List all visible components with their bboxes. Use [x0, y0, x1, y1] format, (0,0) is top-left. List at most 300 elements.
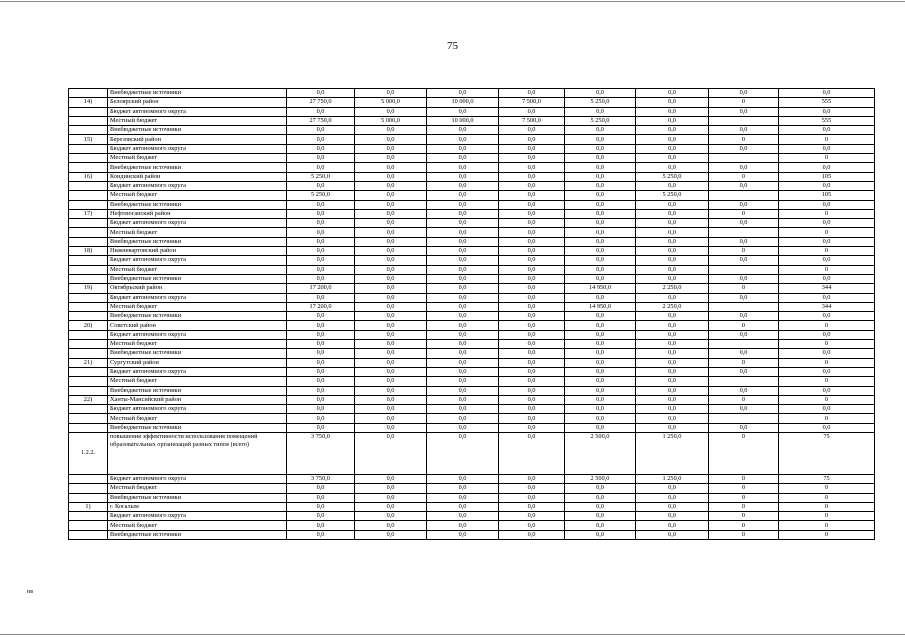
value-cell: 0,0: [499, 349, 565, 358]
value-cell: 0,0: [427, 256, 499, 265]
value-cell: 0,0: [355, 521, 427, 530]
value-cell: 17 200,0: [287, 284, 355, 293]
value-cell: 0,0: [287, 312, 355, 321]
row-number-cell: [69, 386, 108, 395]
value-cell: 0,0: [499, 154, 565, 163]
value-cell: 0,0: [355, 256, 427, 265]
value-cell: 0: [709, 521, 779, 530]
row-name-cell: Березовский район: [108, 135, 287, 144]
page-number: 75: [447, 40, 458, 52]
value-cell: 0,0: [636, 377, 709, 386]
row-number-cell: [69, 367, 108, 376]
value-cell: 0,0: [427, 386, 499, 395]
value-cell: 0,0: [636, 349, 709, 358]
value-cell: 0,0: [355, 386, 427, 395]
value-cell: 0,0: [565, 377, 636, 386]
value-cell: 0: [709, 395, 779, 404]
value-cell: [709, 302, 779, 311]
table-row: [69, 172, 875, 181]
value-cell: 0,0: [565, 237, 636, 246]
value-cell: 0,0: [355, 367, 427, 376]
row-name-cell: Местный бюджет: [108, 340, 287, 349]
value-cell: 0,0: [427, 432, 499, 474]
value-cell: 0,0: [565, 265, 636, 274]
value-cell: 0,0: [427, 377, 499, 386]
value-cell: [709, 377, 779, 386]
value-cell: 0,0: [565, 135, 636, 144]
value-cell: 0,0: [287, 502, 355, 511]
value-cell: 0: [779, 321, 875, 330]
value-cell: 0,0: [287, 484, 355, 493]
row-name-cell: Местный бюджет: [108, 154, 287, 163]
value-cell: 0,0: [355, 414, 427, 423]
value-cell: 0: [709, 98, 779, 107]
value-cell: 0,0: [427, 144, 499, 153]
value-cell: 0: [779, 228, 875, 237]
value-cell: 0,0: [565, 321, 636, 330]
value-cell: 0,0: [355, 405, 427, 414]
row-number-cell: 21): [69, 358, 108, 367]
value-cell: 0,0: [355, 512, 427, 521]
value-cell: 0,0: [499, 107, 565, 116]
value-cell: 0,0: [565, 200, 636, 209]
value-cell: 0,0: [565, 423, 636, 432]
value-cell: 0,0: [779, 330, 875, 339]
value-cell: 0,0: [709, 256, 779, 265]
value-cell: 0,0: [565, 484, 636, 493]
value-cell: 0,0: [779, 219, 875, 228]
value-cell: 0,0: [499, 358, 565, 367]
value-cell: 0,0: [287, 256, 355, 265]
row-number-cell: 16): [69, 172, 108, 181]
value-cell: 0,0: [355, 302, 427, 311]
row-number-cell: [69, 219, 108, 228]
value-cell: 0,0: [565, 414, 636, 423]
table-row: [69, 484, 875, 493]
value-cell: 0,0: [709, 200, 779, 209]
value-cell: 0,0: [499, 423, 565, 432]
value-cell: 0,0: [287, 386, 355, 395]
value-cell: 0,0: [565, 502, 636, 511]
row-number-cell: [69, 89, 108, 98]
table-row: [69, 126, 875, 135]
value-cell: 0,0: [779, 181, 875, 190]
value-cell: 0,0: [499, 484, 565, 493]
value-cell: 0,0: [287, 321, 355, 330]
value-cell: 0,0: [779, 274, 875, 283]
value-cell: 0,0: [427, 200, 499, 209]
value-cell: 0,0: [779, 237, 875, 246]
value-cell: 0,0: [287, 377, 355, 386]
value-cell: 344: [779, 284, 875, 293]
value-cell: 0,0: [636, 98, 709, 107]
row-number-cell: [69, 377, 108, 386]
row-name-cell: г. Когалым: [108, 502, 287, 511]
value-cell: 0,0: [636, 126, 709, 135]
value-cell: 0,0: [709, 219, 779, 228]
value-cell: [709, 340, 779, 349]
row-name-cell: Советский район: [108, 321, 287, 330]
value-cell: 0,0: [565, 247, 636, 256]
value-cell: 0,0: [355, 377, 427, 386]
value-cell: 0,0: [287, 126, 355, 135]
value-cell: 0,0: [565, 312, 636, 321]
value-cell: 0,0: [355, 502, 427, 511]
value-cell: 0,0: [565, 256, 636, 265]
table-row: [69, 228, 875, 237]
row-name-cell: Местный бюджет: [108, 521, 287, 530]
value-cell: 0,0: [355, 200, 427, 209]
table-row: [69, 493, 875, 502]
value-cell: 0,0: [636, 321, 709, 330]
value-cell: 0,0: [636, 493, 709, 502]
row-number-cell: [69, 330, 108, 339]
value-cell: 0,0: [355, 312, 427, 321]
value-cell: 0,0: [779, 367, 875, 376]
value-cell: 0,0: [287, 181, 355, 190]
row-number-cell: [69, 200, 108, 209]
value-cell: 0,0: [355, 423, 427, 432]
row-name-cell: Бюджет автономного округа: [108, 405, 287, 414]
value-cell: 0,0: [499, 340, 565, 349]
table-row: [69, 219, 875, 228]
value-cell: 0,0: [499, 330, 565, 339]
table-row: [69, 284, 875, 293]
value-cell: 0,0: [427, 219, 499, 228]
row-name-cell: Внебюджетные источники: [108, 274, 287, 283]
value-cell: 0,0: [499, 247, 565, 256]
value-cell: 0,0: [565, 154, 636, 163]
top-edge-line: [0, 1, 905, 2]
value-cell: 0,0: [565, 395, 636, 404]
value-cell: 0,0: [636, 116, 709, 125]
value-cell: 0,0: [427, 237, 499, 246]
value-cell: 0,0: [355, 484, 427, 493]
value-cell: 0,0: [565, 493, 636, 502]
value-cell: 0,0: [355, 209, 427, 218]
value-cell: 0,0: [709, 274, 779, 283]
value-cell: 0,0: [427, 340, 499, 349]
value-cell: 0,0: [355, 172, 427, 181]
value-cell: 0,0: [427, 247, 499, 256]
value-cell: 0,0: [355, 284, 427, 293]
value-cell: 0,0: [287, 530, 355, 539]
value-cell: 0,0: [636, 209, 709, 218]
value-cell: 0,0: [565, 358, 636, 367]
row-name-cell: Внебюджетные источники: [108, 89, 287, 98]
row-name-cell: Внебюджетные источники: [108, 349, 287, 358]
value-cell: 0,0: [287, 349, 355, 358]
value-cell: 0,0: [499, 312, 565, 321]
value-cell: 0,0: [565, 191, 636, 200]
value-cell: 0: [709, 502, 779, 511]
value-cell: 0,0: [427, 530, 499, 539]
value-cell: 0,0: [565, 530, 636, 539]
value-cell: 0,0: [565, 386, 636, 395]
table-row: [69, 163, 875, 172]
value-cell: 0,0: [427, 284, 499, 293]
value-cell: 0,0: [499, 144, 565, 153]
value-cell: 0,0: [499, 530, 565, 539]
value-cell: 0,0: [427, 512, 499, 521]
value-cell: 0: [779, 395, 875, 404]
value-cell: 0,0: [779, 405, 875, 414]
value-cell: 0,0: [565, 340, 636, 349]
value-cell: 0,0: [565, 126, 636, 135]
value-cell: 0,0: [287, 247, 355, 256]
value-cell: 5 250,0: [565, 98, 636, 107]
value-cell: 0: [779, 530, 875, 539]
value-cell: 0,0: [636, 386, 709, 395]
value-cell: 0,0: [355, 474, 427, 483]
value-cell: 0,0: [499, 274, 565, 283]
value-cell: 0,0: [636, 200, 709, 209]
value-cell: 0,0: [565, 367, 636, 376]
table-row: [69, 432, 875, 474]
value-cell: 0,0: [565, 219, 636, 228]
table-row: [69, 116, 875, 125]
value-cell: 0,0: [565, 181, 636, 190]
table-row: [69, 107, 875, 116]
value-cell: 555: [779, 98, 875, 107]
value-cell: 0,0: [499, 512, 565, 521]
table-row: [69, 377, 875, 386]
value-cell: 0,0: [636, 395, 709, 404]
value-cell: 0,0: [565, 89, 636, 98]
value-cell: 0: [779, 265, 875, 274]
value-cell: 0,0: [355, 228, 427, 237]
value-cell: 0,0: [355, 330, 427, 339]
row-name-cell: Местный бюджет: [108, 484, 287, 493]
value-cell: 0,0: [427, 228, 499, 237]
value-cell: 0,0: [355, 358, 427, 367]
row-number-cell: [69, 302, 108, 311]
value-cell: 0,0: [499, 493, 565, 502]
table-row: [69, 274, 875, 283]
value-cell: 0,0: [636, 358, 709, 367]
row-number-cell: [69, 521, 108, 530]
value-cell: 0: [709, 358, 779, 367]
value-cell: 0,0: [427, 191, 499, 200]
value-cell: 0,0: [287, 154, 355, 163]
value-cell: 0,0: [355, 107, 427, 116]
value-cell: 0,0: [355, 432, 427, 474]
value-cell: 0,0: [355, 144, 427, 153]
value-cell: 0,0: [355, 349, 427, 358]
value-cell: 0,0: [565, 349, 636, 358]
value-cell: 14 950,0: [565, 302, 636, 311]
value-cell: 0,0: [709, 237, 779, 246]
value-cell: 0,0: [636, 340, 709, 349]
value-cell: 0,0: [287, 200, 355, 209]
row-name-cell: Местный бюджет: [108, 302, 287, 311]
value-cell: 0: [709, 135, 779, 144]
value-cell: 0,0: [427, 293, 499, 302]
value-cell: [709, 191, 779, 200]
value-cell: 0,0: [427, 521, 499, 530]
row-number-cell: [69, 312, 108, 321]
value-cell: 0,0: [287, 405, 355, 414]
value-cell: 0,0: [499, 405, 565, 414]
value-cell: 0,0: [287, 293, 355, 302]
value-cell: 75: [779, 432, 875, 474]
value-cell: 0,0: [636, 154, 709, 163]
table-row: [69, 209, 875, 218]
row-number-cell: [69, 512, 108, 521]
value-cell: 0,0: [355, 395, 427, 404]
value-cell: 5 250,0: [565, 116, 636, 125]
value-cell: 2 500,0: [565, 432, 636, 474]
table-row: [69, 144, 875, 153]
row-name-cell: Местный бюджет: [108, 377, 287, 386]
value-cell: 0,0: [499, 414, 565, 423]
value-cell: 0: [779, 377, 875, 386]
value-cell: 0,0: [355, 274, 427, 283]
value-cell: 0,0: [709, 386, 779, 395]
row-name-cell: Внебюджетные источники: [108, 200, 287, 209]
row-number-cell: [69, 228, 108, 237]
value-cell: 0,0: [427, 126, 499, 135]
row-name-cell: Внебюджетные источники: [108, 312, 287, 321]
row-number-cell: [69, 265, 108, 274]
value-cell: 0,0: [565, 293, 636, 302]
value-cell: 27 750,0: [287, 98, 355, 107]
table-row: [69, 512, 875, 521]
value-cell: 0: [709, 474, 779, 483]
value-cell: 0,0: [499, 181, 565, 190]
row-number-cell: [69, 293, 108, 302]
value-cell: 0,0: [355, 293, 427, 302]
table-row: [69, 256, 875, 265]
value-cell: 0,0: [709, 405, 779, 414]
table-row: [69, 237, 875, 246]
row-number-cell: [69, 349, 108, 358]
footer-mark: нв: [27, 589, 34, 595]
value-cell: [709, 154, 779, 163]
value-cell: 2 250,0: [636, 284, 709, 293]
value-cell: 0,0: [287, 340, 355, 349]
value-cell: 0,0: [355, 89, 427, 98]
table-row: [69, 423, 875, 432]
value-cell: 10 000,0: [427, 98, 499, 107]
value-cell: 0,0: [636, 107, 709, 116]
value-cell: [709, 265, 779, 274]
row-number-cell: [69, 191, 108, 200]
row-number-cell: 14): [69, 98, 108, 107]
table-row: [69, 414, 875, 423]
row-name-cell: Бюджет автономного округа: [108, 107, 287, 116]
value-cell: 0,0: [427, 274, 499, 283]
value-cell: 0,0: [709, 367, 779, 376]
value-cell: 0,0: [355, 191, 427, 200]
value-cell: 0: [779, 521, 875, 530]
row-name-cell: Местный бюджет: [108, 265, 287, 274]
value-cell: 0: [709, 209, 779, 218]
value-cell: 0,0: [355, 247, 427, 256]
table-row: [69, 502, 875, 511]
row-name-cell: Бюджет автономного округа: [108, 293, 287, 302]
value-cell: 0: [779, 414, 875, 423]
value-cell: 0,0: [499, 521, 565, 530]
value-cell: 0,0: [779, 107, 875, 116]
row-number-cell: [69, 493, 108, 502]
value-cell: 0,0: [287, 358, 355, 367]
row-name-cell: Бюджет автономного округа: [108, 181, 287, 190]
value-cell: 0,0: [355, 265, 427, 274]
value-cell: 0: [779, 154, 875, 163]
table-row: [69, 405, 875, 414]
table-row: [69, 386, 875, 395]
value-cell: 0: [779, 358, 875, 367]
value-cell: 0,0: [499, 502, 565, 511]
value-cell: 0,0: [427, 265, 499, 274]
value-cell: 0: [709, 493, 779, 502]
value-cell: 555: [779, 116, 875, 125]
value-cell: 0,0: [636, 89, 709, 98]
value-cell: 0,0: [427, 502, 499, 511]
value-cell: 7 500,0: [499, 116, 565, 125]
value-cell: 0,0: [565, 172, 636, 181]
value-cell: 0,0: [565, 144, 636, 153]
value-cell: 0,0: [636, 330, 709, 339]
value-cell: 0,0: [499, 237, 565, 246]
value-cell: 1 250,0: [636, 432, 709, 474]
row-number-cell: [69, 484, 108, 493]
value-cell: 0,0: [499, 172, 565, 181]
table-row: [69, 135, 875, 144]
row-name-cell: Местный бюджет: [108, 414, 287, 423]
row-number-cell: [69, 274, 108, 283]
value-cell: 0,0: [427, 163, 499, 172]
value-cell: [709, 414, 779, 423]
value-cell: 0,0: [636, 256, 709, 265]
value-cell: 0,0: [287, 512, 355, 521]
value-cell: 5 250,0: [636, 191, 709, 200]
value-cell: 0,0: [427, 493, 499, 502]
value-cell: 0,0: [427, 395, 499, 404]
value-cell: 0,0: [499, 302, 565, 311]
table-row: [69, 247, 875, 256]
value-cell: 0,0: [355, 493, 427, 502]
value-cell: 0,0: [565, 405, 636, 414]
row-number-cell: [69, 237, 108, 246]
row-name-cell: Внебюджетные источники: [108, 126, 287, 135]
value-cell: 0,0: [709, 126, 779, 135]
value-cell: 0,0: [779, 89, 875, 98]
value-cell: 0,0: [427, 172, 499, 181]
value-cell: 0,0: [287, 209, 355, 218]
value-cell: 0,0: [355, 237, 427, 246]
row-number-cell: 19): [69, 284, 108, 293]
value-cell: 0: [779, 502, 875, 511]
value-cell: 0,0: [287, 135, 355, 144]
row-name-cell: Внебюджетные источники: [108, 237, 287, 246]
value-cell: 0,0: [355, 340, 427, 349]
value-cell: 0,0: [709, 89, 779, 98]
value-cell: 0,0: [636, 405, 709, 414]
table-row: [69, 330, 875, 339]
table-row: [69, 312, 875, 321]
value-cell: 0,0: [427, 154, 499, 163]
table-row: [69, 302, 875, 311]
value-cell: 0: [779, 484, 875, 493]
value-cell: 0,0: [287, 521, 355, 530]
row-number-cell: 15): [69, 135, 108, 144]
value-cell: 0: [779, 247, 875, 256]
value-cell: 0,0: [287, 89, 355, 98]
value-cell: 0,0: [427, 209, 499, 218]
value-cell: 0,0: [287, 265, 355, 274]
